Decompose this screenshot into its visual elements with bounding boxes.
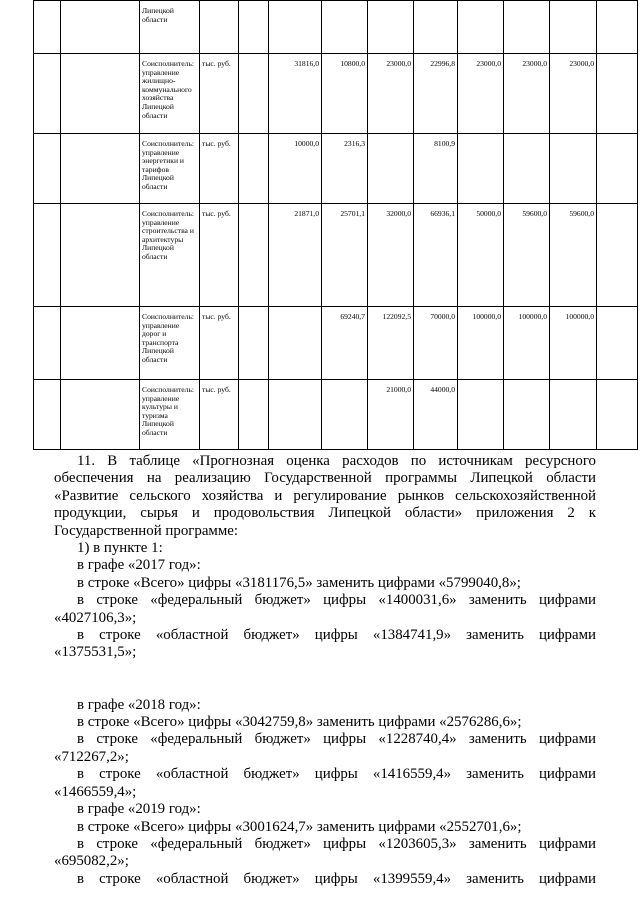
row-federal-2019-cont: «695082,2»;	[54, 853, 129, 870]
table-row	[34, 134, 638, 204]
value-cell: 2316,3	[322, 134, 368, 204]
row-federal-2019: в строке «федеральный бюджет» цифры «1203605,3» заменить цифрами	[77, 835, 596, 852]
table-cell-empty	[34, 204, 61, 307]
value-cell	[458, 1, 504, 54]
table-cell-empty	[61, 307, 140, 380]
value-cell	[597, 134, 638, 204]
value-cell	[269, 307, 322, 380]
amendment-text	[54, 453, 596, 888]
row-total-2019: в строке «Всего» цифры «3001624,7» заменить цифрами «2552701,6»;	[77, 818, 522, 835]
value-cell: 25701,1	[322, 204, 368, 307]
value-cell	[239, 1, 269, 54]
row-total-2018: в строке «Всего» цифры «3042759,8» заменить цифрами «2576286,6»;	[77, 714, 522, 731]
table-cell-empty	[61, 204, 140, 307]
value-cell	[550, 134, 597, 204]
value-cell: 100000,0	[458, 307, 504, 380]
value-cell: 23000,0	[368, 54, 414, 134]
value-cell	[239, 380, 269, 450]
value-cell: 59600,0	[550, 204, 597, 307]
row-total-2017: в строке «Всего» цифры «3181176,5» заменить цифрами «5799040,8»;	[77, 574, 521, 591]
value-cell: 10000,0	[269, 134, 322, 204]
executor-name-cell: Липецкой области	[140, 1, 200, 54]
value-cell	[269, 1, 322, 54]
value-cell: 32000,0	[368, 204, 414, 307]
value-cell: 100000,0	[550, 307, 597, 380]
value-cell: 8100,9	[414, 134, 458, 204]
item-heading: 1) в пункте 1:	[77, 540, 163, 557]
executor-name-cell: Соисполнитель: управление энергетики и тарифов Липецкой области	[140, 134, 200, 204]
row-regional-2017: в строке «областной бюджет» цифры «1384741,9» заменить цифрами	[77, 627, 596, 644]
paragraph-11-line: Государственной программе:	[54, 522, 239, 539]
value-cell: 100000,0	[504, 307, 550, 380]
value-cell: 31816,0	[269, 54, 322, 134]
table-cell-empty	[61, 1, 140, 54]
unit-cell: тыс. руб.	[200, 54, 239, 134]
value-cell	[239, 134, 269, 204]
row-regional-2019: в строке «областной бюджет» цифры «1399559,4» заменить цифрами	[77, 870, 596, 887]
paragraph-11-line: обеспечения на реализацию Государственной программы Липецкой области	[54, 470, 596, 487]
table-cell-empty	[34, 1, 61, 54]
table-row	[34, 54, 638, 134]
value-cell	[239, 54, 269, 134]
paragraph-11-line: 11. В таблице «Прогнозная оценка расходов по источникам ресурсного	[77, 453, 596, 469]
value-cell: 23000,0	[504, 54, 550, 134]
row-federal-2018: в строке «федеральный бюджет» цифры «1228740,4» заменить цифрами	[77, 731, 596, 748]
column-heading-2017: в графе «2017 год»:	[77, 557, 201, 574]
row-federal-2017: в строке «федеральный бюджет» цифры «1400031,6» заменить цифрами	[77, 592, 596, 609]
value-cell: 50000,0	[458, 204, 504, 307]
table-cell-empty	[34, 380, 61, 450]
value-cell: 23000,0	[458, 54, 504, 134]
value-cell: 44000,0	[414, 380, 458, 450]
value-cell	[504, 380, 550, 450]
row-federal-2017-cont: «4027106,3»;	[54, 609, 137, 626]
value-cell: 21000,0	[368, 380, 414, 450]
value-cell	[239, 204, 269, 307]
value-cell	[597, 204, 638, 307]
spacer	[54, 662, 596, 679]
row-federal-2018-cont: «712267,2»;	[54, 748, 129, 765]
table-cell-empty	[61, 134, 140, 204]
table-cell-empty	[61, 54, 140, 134]
row-regional-2018: в строке «областной бюджет» цифры «1416559,4» заменить цифрами	[77, 766, 596, 783]
spacer	[54, 679, 596, 696]
value-cell	[458, 134, 504, 204]
value-cell: 21871,0	[269, 204, 322, 307]
expenditure-table	[33, 0, 638, 450]
table-cell-empty	[34, 54, 61, 134]
column-heading-2018: в графе «2018 год»:	[77, 696, 201, 713]
paragraph-11-line: продукции, сырья и продовольствия Липецкой области» приложения 2 к	[54, 505, 596, 522]
paragraph-11-line: «Развитие сельского хозяйства и регулирование рынков сельскохозяйственной	[54, 487, 596, 504]
table-row	[34, 307, 638, 380]
unit-cell: тыс. руб.	[200, 204, 239, 307]
table-row	[34, 380, 638, 450]
value-cell	[458, 380, 504, 450]
value-cell: 23000,0	[550, 54, 597, 134]
value-cell	[597, 307, 638, 380]
executor-name-cell: Соисполнитель: управление культуры и туризма Липецкой области	[140, 380, 200, 450]
value-cell	[368, 1, 414, 54]
value-cell	[269, 380, 322, 450]
value-cell	[322, 1, 368, 54]
value-cell: 70000,0	[414, 307, 458, 380]
executor-name-cell: Соисполнитель: управление строительства и архитектуры Липецкой области	[140, 204, 200, 307]
table-row	[34, 1, 638, 54]
value-cell	[504, 134, 550, 204]
value-cell	[504, 1, 550, 54]
column-heading-2019: в графе «2019 год»:	[77, 801, 201, 818]
value-cell: 59600,0	[504, 204, 550, 307]
value-cell: 22996,8	[414, 54, 458, 134]
executor-name-cell: Соисполнитель: управление дорог и транспорта Липецкой области	[140, 307, 200, 380]
value-cell	[597, 54, 638, 134]
table-cell-empty	[34, 134, 61, 204]
value-cell: 122092,5	[368, 307, 414, 380]
executor-name-cell: Соисполнитель: управление жилищно-коммунального хозяйства Липецкой области	[140, 54, 200, 134]
unit-cell: тыс. руб.	[200, 134, 239, 204]
row-regional-2018-cont: «1466559,4»;	[54, 783, 137, 800]
value-cell: 69240,7	[322, 307, 368, 380]
value-cell	[597, 380, 638, 450]
value-cell	[322, 380, 368, 450]
value-cell	[597, 1, 638, 54]
table-cell-empty	[34, 307, 61, 380]
row-regional-2017-cont: «1375531,5»;	[54, 644, 137, 661]
unit-cell: тыс. руб.	[200, 307, 239, 380]
value-cell	[368, 134, 414, 204]
unit-cell	[200, 1, 239, 54]
table-row	[34, 204, 638, 307]
value-cell: 66936,1	[414, 204, 458, 307]
unit-cell: тыс. руб.	[200, 380, 239, 450]
value-cell	[550, 1, 597, 54]
value-cell: 10800,0	[322, 54, 368, 134]
table-cell-empty	[61, 380, 140, 450]
value-cell	[239, 307, 269, 380]
value-cell	[550, 380, 597, 450]
value-cell	[414, 1, 458, 54]
